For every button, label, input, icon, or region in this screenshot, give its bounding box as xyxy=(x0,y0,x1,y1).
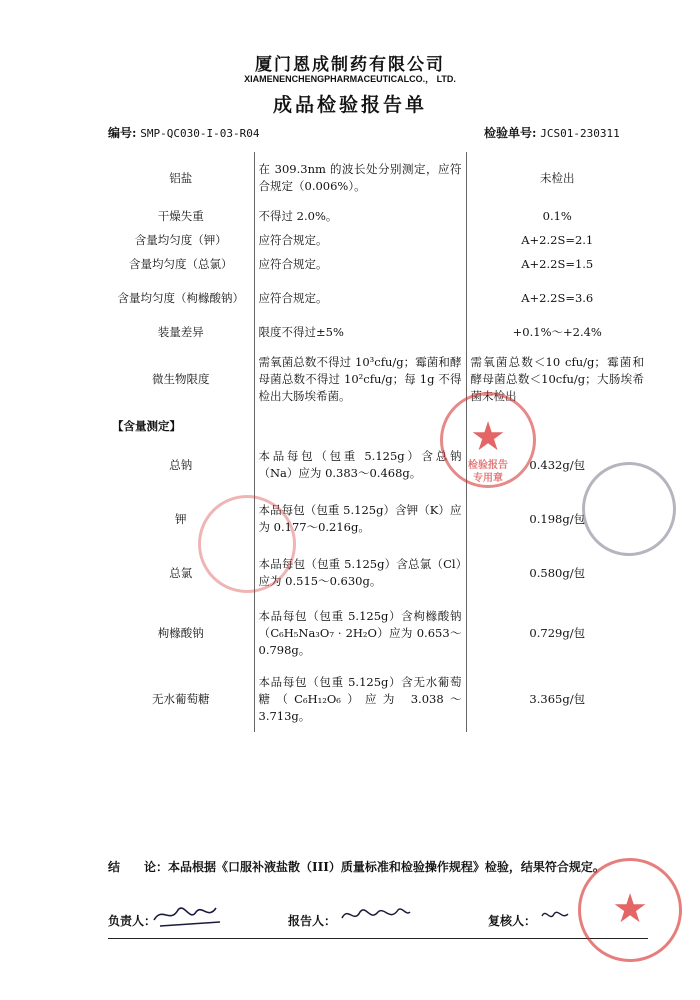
reviewer-label: 复核人： xyxy=(488,914,537,928)
code-value: SMP-QC030-I-03-R04 xyxy=(140,127,260,140)
assay-standard: 本品每包（包重 5.125g）含总钠（Na）应为 0.383～0.468g。 xyxy=(254,438,466,492)
responsible-label: 负责人： xyxy=(108,914,157,928)
item-result: 需氧菌总数＜10 cfu/g；霉菌和酵母菌总数＜10cfu/g；大肠埃希菌未检出 xyxy=(466,344,648,414)
right-seal xyxy=(582,462,676,556)
star-icon: ★ xyxy=(612,886,648,932)
inspection-number xyxy=(484,124,620,141)
item-standard: 不得过 2.0%。 xyxy=(254,204,466,228)
item-name: 含量均匀度（总氯） xyxy=(129,256,233,271)
star-icon: ★ xyxy=(470,414,506,460)
document-title: 成品检验报告单 xyxy=(272,94,427,116)
item-name: 干燥失重 xyxy=(157,208,204,223)
assay-result: 0.198g/包 xyxy=(466,492,648,546)
company-name-cn: 厦门恩成制药有限公司 xyxy=(255,55,445,75)
section-header-row xyxy=(108,414,648,438)
item-result: +0.1%～+2.4% xyxy=(466,320,648,344)
signature-rule xyxy=(108,938,648,939)
conclusion xyxy=(108,852,653,882)
assay-standard: 本品每包（包重 5.125g）含枸橼酸钠（C₆H₅Na₃O₇ · 2H₂O）应为 0.653～0.798g。 xyxy=(254,600,466,666)
item-standard: 限度不得过±5% xyxy=(254,320,466,344)
assay-item-name: 总氯 xyxy=(169,565,193,580)
table-row xyxy=(108,320,648,344)
assay-result: 0.580g/包 xyxy=(466,546,648,600)
item-name: 含量均匀度（枸橼酸钠） xyxy=(117,290,244,305)
assay-result: 0.729g/包 xyxy=(466,600,648,666)
inspection-no-label: 检验单号: xyxy=(484,126,537,140)
item-result: 0.1% xyxy=(466,204,648,228)
item-name: 铝盐 xyxy=(169,170,193,185)
table-row xyxy=(108,600,648,666)
table-row xyxy=(108,666,648,732)
item-result: A+2.2S=1.5 xyxy=(466,252,648,276)
assay-standard: 本品每包（包重 5.125g）含无水葡萄糖（C₆H₁₂O₆）应为 3.038～3.713g。 xyxy=(254,666,466,732)
item-standard: 应符合规定。 xyxy=(254,228,466,252)
section-title: 【含量测定】 xyxy=(112,418,181,433)
assay-item-name: 枸橼酸钠 xyxy=(157,625,204,640)
item-standard: 应符合规定。 xyxy=(254,276,466,320)
item-standard: 需氧菌总数不得过 10³cfu/g；霉菌和酵母菌总数不得过 10²cfu/g；每 1g 不得检出大肠埃希菌。 xyxy=(254,344,466,414)
inspection-seal: ★ 检验报告 专用章 xyxy=(440,392,536,488)
item-name: 含量均匀度（钾） xyxy=(134,232,227,247)
conclusion-label: 结 论： xyxy=(108,860,169,874)
table-row xyxy=(108,546,648,600)
assay-item-name: 钾 xyxy=(175,511,187,526)
table-row xyxy=(108,276,648,320)
table-row xyxy=(108,228,648,252)
assay-result: 3.365g/包 xyxy=(466,666,648,732)
item-standard: 在 309.3nm 的波长处分别测定，应符合规定（0.006%）。 xyxy=(254,152,466,204)
document-code xyxy=(108,124,259,141)
item-name: 微生物限度 xyxy=(152,371,210,386)
item-result: A+2.2S=3.6 xyxy=(466,276,648,320)
inspection-no-value: JCS01-230311 xyxy=(540,127,620,140)
item-result: A+2.2S=2.1 xyxy=(466,228,648,252)
reviewer-signature xyxy=(538,904,578,926)
assay-item-name: 总钠 xyxy=(169,457,193,472)
item-name: 装量差异 xyxy=(157,324,204,339)
reporter-label: 报告人： xyxy=(288,914,337,928)
table-row xyxy=(108,344,648,414)
code-label: 编号: xyxy=(108,126,137,140)
table-row xyxy=(108,492,648,546)
item-result: 未检出 xyxy=(466,152,648,204)
assay-result: 0.432g/包 xyxy=(466,438,648,492)
reporter-signature xyxy=(338,902,414,928)
responsible-signature xyxy=(150,898,230,930)
left-seal xyxy=(198,495,296,593)
table-row xyxy=(108,152,648,204)
assay-standard: 本品每包（包重 5.125g）含总氯（Cl）应为 0.515～0.630g。 xyxy=(254,546,466,600)
assay-standard: 本品每包（包重 5.125g）含钾（K）应为 0.177～0.216g。 xyxy=(254,492,466,546)
item-standard: 应符合规定。 xyxy=(254,252,466,276)
conclusion-text: 本品根据《口服补液盐散（III）质量标准和检验操作规程》检验，结果符合规定。 xyxy=(168,860,605,874)
quality-dept-seal xyxy=(578,858,682,962)
table-row xyxy=(108,204,648,228)
assay-item-name: 无水葡萄糖 xyxy=(152,691,210,706)
table-row xyxy=(108,438,648,492)
table-row xyxy=(108,252,648,276)
company-name-en: XIAMENENCHENGPHARMACEUTICALCO.， LTD. xyxy=(244,74,456,84)
test-results-table xyxy=(108,152,648,732)
